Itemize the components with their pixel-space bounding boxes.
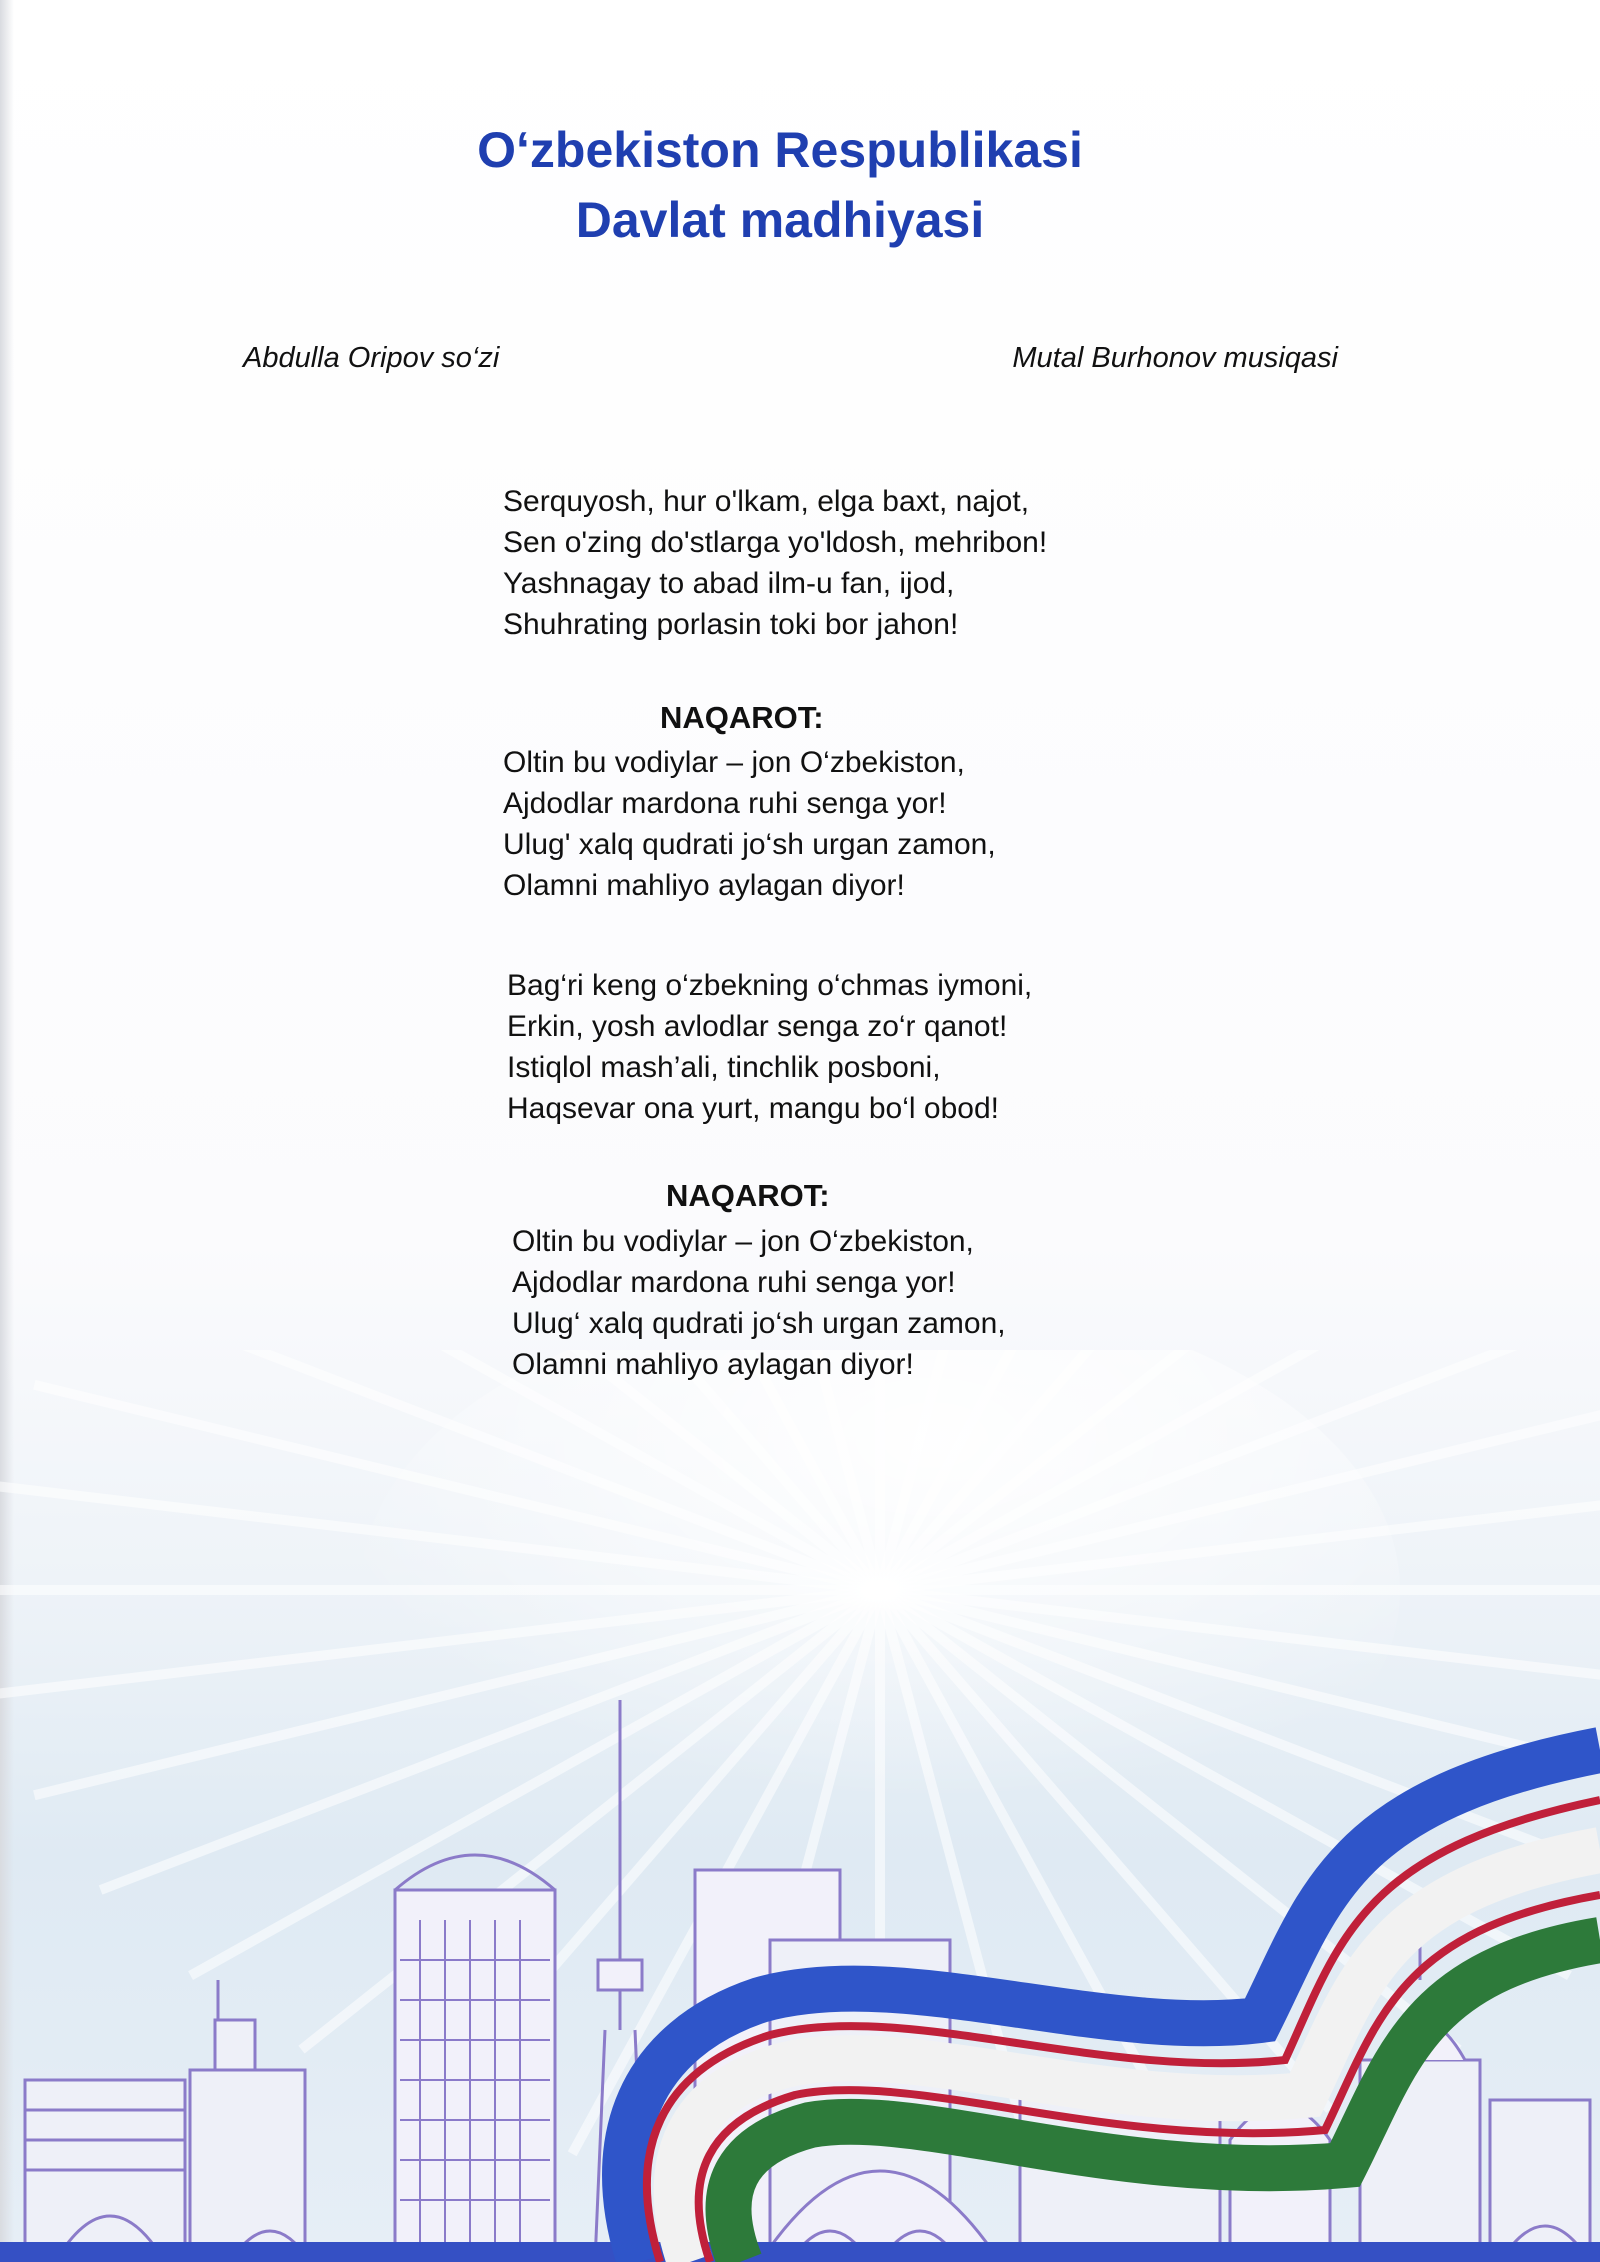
chorus-heading: NAQAROT: [666, 1178, 830, 1213]
verse-line: Ajdodlar mardona ruhi senga yor! [503, 787, 947, 820]
chorus-heading: NAQAROT: [660, 700, 824, 735]
verse-line: Serquyosh, hur o'lkam, elga baxt, najot, [503, 485, 1030, 518]
verse-line: Ulug‘ xalq qudrati jo‘sh urgan zamon, [512, 1307, 1006, 1340]
chorus-1 [503, 742, 996, 906]
verse-line: Oltin bu vodiylar – jon O‘zbekiston, [512, 1225, 974, 1258]
verse-line: Bag‘ri keng o‘zbekning o‘chmas iymoni, [507, 969, 1033, 1002]
lyrics-credit: Abdulla Oripov so‘zi [243, 342, 500, 374]
verse-line: Shuhrating porlasin toki bor jahon! [503, 608, 959, 641]
anthem-title-line-2: Davlat madhiyasi [575, 192, 985, 248]
anthem-title-line-1: O‘zbekiston Respublikasi [477, 122, 1083, 178]
verse-line: Istiqlol mash’ali, tinchlik posboni, [507, 1051, 941, 1084]
verse-line: Ajdodlar mardona ruhi senga yor! [512, 1266, 956, 1299]
city-skyline [0, 1380, 1600, 2262]
verse-2 [507, 965, 1032, 1129]
verse-line: Yashnagay to abad ilm-u fan, ijod, [503, 567, 955, 600]
verse-1 [503, 481, 1047, 645]
verse-line: Ulug' xalq qudrati jo‘sh urgan zamon, [503, 828, 996, 861]
chorus-2 [512, 1221, 1006, 1385]
verse-line: Erkin, yosh avlodlar senga zo‘r qanot! [507, 1010, 1008, 1043]
verse-line: Haqsevar ona yurt, mangu bo‘l obod! [507, 1092, 999, 1125]
music-credit: Mutal Burhonov musiqasi [1012, 342, 1338, 374]
verse-line: Oltin bu vodiylar – jon O‘zbekiston, [503, 746, 965, 779]
verse-line: Olamni mahliyo aylagan diyor! [503, 869, 905, 902]
verse-line: Olamni mahliyo aylagan diyor! [512, 1348, 914, 1381]
verse-line: Sen o'zing do'stlarga yo'ldosh, mehribon! [503, 526, 1048, 559]
